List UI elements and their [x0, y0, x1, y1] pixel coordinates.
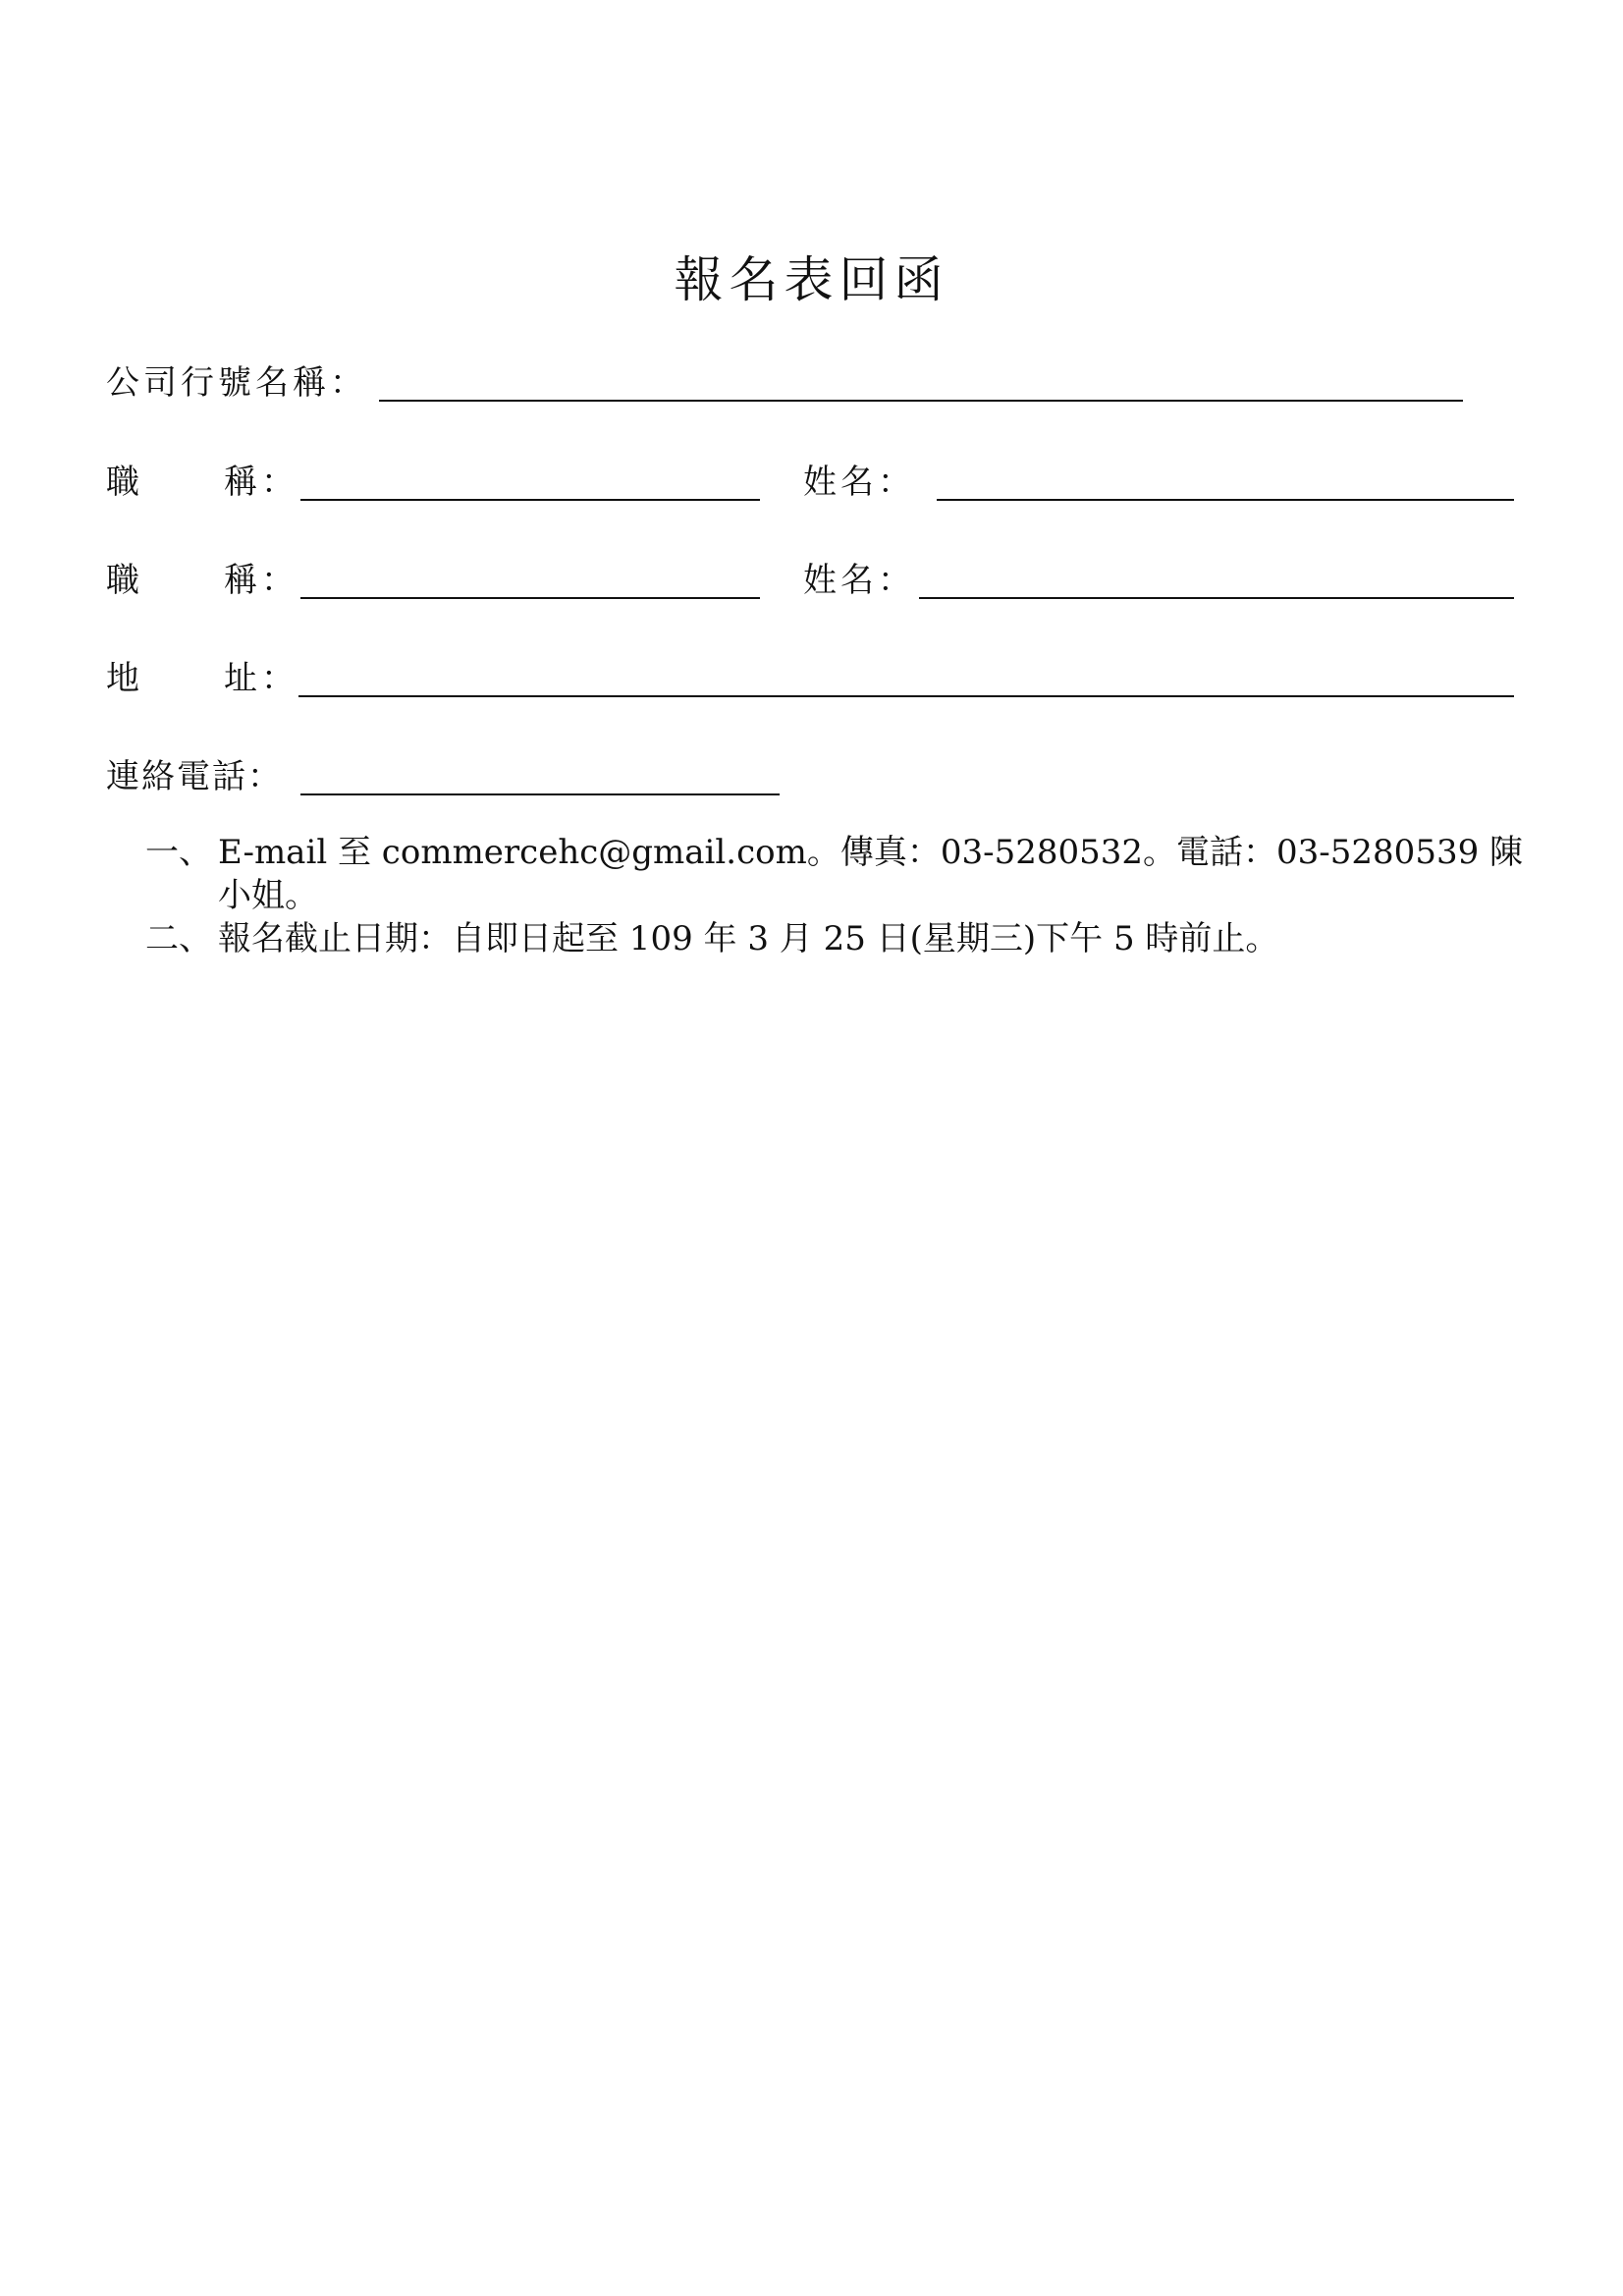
phone-label: 連絡電話： [106, 757, 283, 796]
note-text-continued: 小姐。 [218, 876, 318, 915]
note-item-1 [145, 831, 1524, 919]
note-text: 報名截止日期：自即日起至 109 年 3 月 25 日(星期三)下午 5 時前止。 [218, 919, 1279, 958]
note-text: E-mail 至 commercehc@gmail.com。傳真：03-5280532。電話：03-5280539 陳 [218, 833, 1524, 872]
address-label-colon: ： [261, 659, 295, 698]
name-label-1: 姓名： [803, 463, 915, 502]
address-label-char: 地 [106, 659, 139, 698]
phone-field[interactable] [300, 793, 780, 795]
title-name-row-2 [106, 556, 1520, 605]
job-title-label-char: 職 [106, 463, 139, 502]
name-field-2[interactable] [919, 597, 1514, 599]
title-name-row-1 [106, 458, 1520, 507]
note-number: 二、 [145, 919, 212, 958]
company-name-row [106, 358, 1481, 408]
name-label-2: 姓名： [803, 561, 915, 600]
job-title-label-colon: ： [261, 463, 295, 502]
company-name-field[interactable] [379, 400, 1463, 402]
note-item-2 [145, 917, 1520, 962]
address-field[interactable] [298, 695, 1514, 697]
job-title-label-char: 稱 [224, 561, 257, 600]
job-title-field-1[interactable] [300, 499, 760, 501]
job-title-label-char: 稱 [224, 463, 257, 502]
address-row [106, 654, 1520, 703]
phone-row [106, 752, 990, 801]
job-title-label-char: 職 [106, 561, 139, 600]
note-number: 一、 [145, 833, 212, 872]
job-title-label-colon: ： [261, 561, 295, 600]
company-name-label: 公司行號名稱： [106, 363, 367, 403]
name-field-1[interactable] [937, 499, 1514, 501]
page-title: 報名表回函 [674, 251, 949, 308]
job-title-field-2[interactable] [300, 597, 760, 599]
address-label-char: 址 [224, 659, 257, 698]
